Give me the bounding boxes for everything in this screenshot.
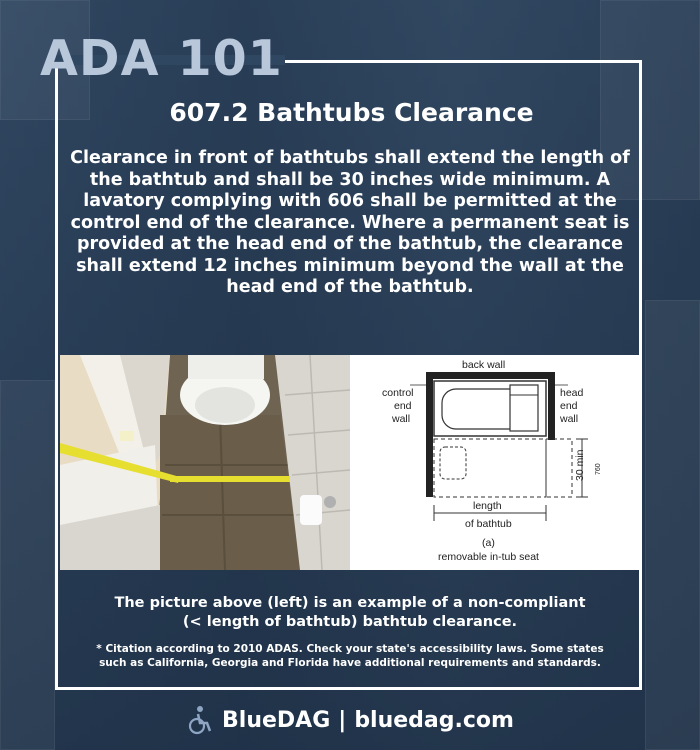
body-text: Clearance in front of bathtubs shall extend the length of the bathtub and shall be 30 inches wide minimum. A lavatory complying with 606 shall be permitted at the control end of the clearance. Where a permanent seat is provided at the head end of the bathtub, the clearance shall extend 12 inches minimum beyond the wall at the head end of the bathtub. xyxy=(70,148,630,297)
citation-line2: such as California, Georgia and Florida have additional requirements and standards. xyxy=(99,657,601,669)
footer-separator: | xyxy=(338,707,347,733)
photo-caption xyxy=(60,594,640,632)
label-head-end-wall-line2: end xyxy=(560,400,578,412)
background-tile xyxy=(645,300,700,750)
clearance-diagram xyxy=(350,355,640,570)
label-removable-in-tub-seat: removable in-tub seat xyxy=(438,551,539,563)
bathroom-photo xyxy=(60,355,350,570)
footer xyxy=(0,700,700,740)
label-figure-a: (a) xyxy=(482,537,495,549)
label-length-line2: of bathtub xyxy=(465,518,512,530)
photo-caption-line2: (< length of bathtub) bathtub clearance. xyxy=(182,614,518,630)
label-30-min: 30 min xyxy=(574,449,586,481)
label-control-end-wall-line1: control xyxy=(382,387,414,399)
label-back-wall: back wall xyxy=(462,359,506,371)
citation-line1: * Citation according to 2010 ADAS. Check your state's accessibility laws. Some states xyxy=(96,643,604,655)
photo-caption-line1: The picture above (left) is an example of a non-compliant xyxy=(114,595,586,611)
label-head-end-wall-line3: wall xyxy=(560,413,579,425)
page-title: ADA 101 xyxy=(40,30,283,87)
wheelchair-logo-icon xyxy=(186,705,214,735)
label-control-end-wall-line3: wall xyxy=(392,413,411,425)
label-length-line1: length xyxy=(473,500,502,512)
section-title: 607.2 Bathtubs Clearance xyxy=(169,98,534,127)
label-head-end-wall-line1: head xyxy=(560,387,584,399)
label-control-end-wall-line2: end xyxy=(394,400,412,412)
bathroom-photo-drawing xyxy=(60,355,350,570)
citation-note xyxy=(60,642,640,670)
background-tile xyxy=(0,380,55,750)
brand-name: BlueDAG xyxy=(222,707,331,733)
label-760: 760 xyxy=(595,463,602,475)
brand-url[interactable]: bluedag.com xyxy=(354,707,514,733)
